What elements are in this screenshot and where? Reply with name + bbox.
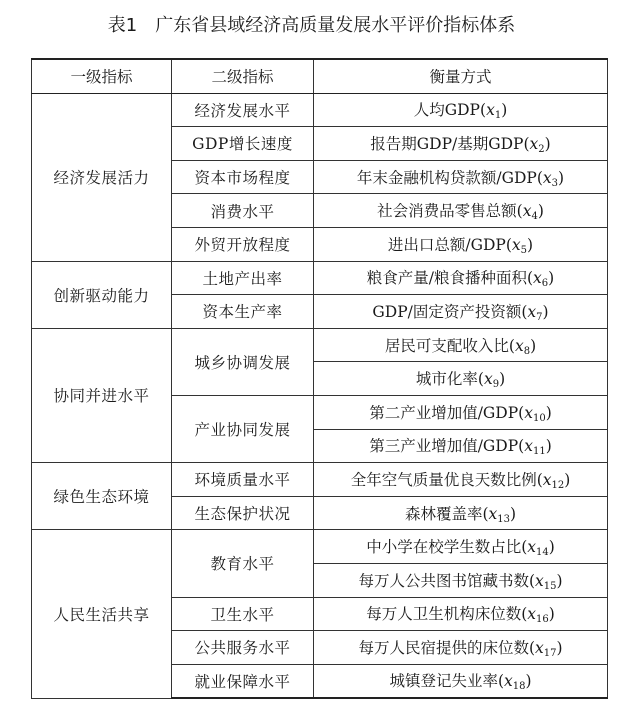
- level1-cell: 绿色生态环境: [32, 463, 172, 530]
- measure-cell: 居民可支配收入比$(x_8)$: [314, 328, 608, 362]
- table-row: [32, 261, 608, 295]
- variable-index: 15: [543, 580, 557, 592]
- variable-symbol: $x_{12}$: [542, 470, 565, 491]
- variable-index: 3: [551, 177, 559, 189]
- variable-index: 11: [532, 446, 546, 458]
- measure-text: 社会消费品零售总额: [377, 202, 517, 221]
- measure-cell: 每万人民宿提供的床位数$(x_{17})$: [314, 631, 608, 665]
- measure-cell: 人均$GDP(x_1)$: [314, 93, 608, 127]
- measure-cell: 进出口总额$/GDP(x_5)$: [314, 227, 608, 261]
- measure-text: 粮食产量/粮食播种面积: [366, 269, 527, 288]
- variable-index: 4: [531, 211, 538, 223]
- measure-text: 每万人公共图书馆藏书数: [358, 571, 529, 590]
- variable-index: 7: [536, 311, 543, 323]
- measure-text: 报告期GDP/基期GDP: [370, 134, 524, 153]
- variable-symbol: $x_{14}$: [527, 538, 549, 559]
- level2-cell: 卫生水平: [172, 597, 314, 631]
- variable-index: 5: [520, 244, 528, 256]
- header-row: [32, 59, 608, 93]
- measure-cell: 粮食产量/粮食播种面积$(x_6)$: [314, 261, 608, 295]
- variable-index: 10: [532, 412, 546, 424]
- measure-text: 第三产业增加值/GDP: [369, 437, 519, 456]
- variable-symbol: $x_8$: [514, 336, 531, 357]
- variable-symbol: $x_3$: [542, 168, 559, 189]
- level2-cell: GDP增长速度: [172, 127, 314, 161]
- variable-index: 18: [512, 681, 526, 693]
- measure-text: 居民可支配收入比: [384, 336, 509, 355]
- variable-symbol: $x_{11}$: [524, 437, 546, 458]
- measure-text: 年末金融机构贷款额/GDP: [356, 168, 537, 187]
- table-title: 广东省县域经济高质量发展水平评价指标体系: [155, 15, 516, 36]
- measure-cell: 中小学在校学生数占比$(x_{14})$: [314, 530, 608, 564]
- level1-cell: 人民生活共享: [32, 530, 172, 698]
- variable-index: 6: [541, 278, 549, 290]
- table-number: 表1: [107, 15, 138, 36]
- level2-cell: 产业协同发展: [172, 395, 314, 462]
- level2-cell: 城乡协调发展: [172, 328, 314, 395]
- variable-symbol: $x_{17}$: [535, 638, 557, 659]
- variable-index: 12: [551, 479, 565, 491]
- measure-text: 中小学在校学生数占比: [366, 538, 522, 557]
- variable-symbol: $x_{18}$: [504, 672, 526, 693]
- level2-cell: 就业保障水平: [172, 664, 314, 698]
- level2-cell: 资本生产率: [172, 295, 314, 329]
- measure-text: 城市化率: [415, 370, 478, 389]
- level2-cell: 消费水平: [172, 194, 314, 228]
- table-row: [32, 530, 608, 564]
- variable-symbol: $x_{16}$: [527, 605, 549, 626]
- variable-symbol: $x_1$: [486, 101, 502, 122]
- measure-cell: 报告期GDP/基期$GDP(x_2)$: [314, 127, 608, 161]
- header-level1: 一级指标: [32, 59, 172, 93]
- variable-symbol: $x_{13}$: [488, 504, 510, 525]
- level1-cell: 协同并进水平: [32, 328, 172, 462]
- variable-index: 1: [494, 110, 502, 122]
- variable-symbol: $x_7$: [527, 302, 543, 323]
- measure-text: 每万人民宿提供的床位数: [358, 638, 529, 657]
- measure-cell: 全年空气质量优良天数比例$(x_{12})$: [314, 463, 608, 497]
- variable-index: 8: [523, 345, 531, 357]
- level2-cell: 教育水平: [172, 530, 314, 597]
- variable-index: 13: [497, 513, 510, 525]
- variable-symbol: $x_4$: [522, 202, 538, 223]
- measure-text: 进出口总额/GDP: [387, 235, 506, 254]
- measure-cell: 第三产业增加值$/GDP(x_{11})$: [314, 429, 608, 463]
- level2-cell: 土地产出率: [172, 261, 314, 295]
- level2-cell: 外贸开放程度: [172, 227, 314, 261]
- variable-index: 17: [543, 647, 557, 659]
- measure-cell: 城镇登记失业率$(x_{18})$: [314, 664, 608, 698]
- variable-symbol: $x_9$: [483, 370, 500, 391]
- level2-cell: 环境质量水平: [172, 463, 314, 497]
- measure-text: 第二产业增加值/GDP: [369, 403, 519, 422]
- table-caption: [0, 11, 623, 37]
- variable-symbol: $x_{10}$: [524, 403, 546, 424]
- measure-text: 森林覆盖率: [404, 504, 483, 523]
- measure-cell: 年末金融机构贷款额$/GDP(x_3)$: [314, 160, 608, 194]
- indicator-table: [31, 58, 608, 699]
- measure-text: 人均GDP: [413, 101, 480, 120]
- level2-cell: 资本市场程度: [172, 160, 314, 194]
- table-row: [32, 463, 608, 497]
- measure-cell: GDP/固定资产投资额$(x_7)$: [314, 295, 608, 329]
- table-row: [32, 328, 608, 362]
- variable-index: 16: [536, 614, 549, 626]
- variable-index: 9: [492, 379, 500, 391]
- measure-cell: 第二产业增加值$/GDP(x_{10})$: [314, 395, 608, 429]
- table-body: [32, 93, 608, 698]
- measure-text: 全年空气质量优良天数比例: [350, 470, 537, 489]
- level1-cell: 经济发展活力: [32, 93, 172, 261]
- level2-cell: 经济发展水平: [172, 93, 314, 127]
- measure-text: 每万人卫生机构床位数: [366, 605, 522, 624]
- header-level2: 二级指标: [172, 59, 314, 93]
- measure-cell: 森林覆盖率$(x_{13})$: [314, 496, 608, 530]
- level1-cell: 创新驱动能力: [32, 261, 172, 328]
- measure-cell: 每万人公共图书馆藏书数$(x_{15})$: [314, 563, 608, 597]
- variable-symbol: $x_{15}$: [535, 571, 557, 592]
- table-row: [32, 93, 608, 127]
- level2-cell: 公共服务水平: [172, 631, 314, 665]
- variable-index: 2: [538, 143, 545, 155]
- measure-text: GDP/固定资产投资额: [372, 302, 522, 321]
- measure-cell: 每万人卫生机构床位数$(x_{16})$: [314, 597, 608, 631]
- measure-cell: 城市化率$(x_9)$: [314, 362, 608, 396]
- header-measure: 衡量方式: [314, 59, 608, 93]
- variable-symbol: $x_5$: [511, 235, 528, 256]
- variable-symbol: $x_6$: [533, 269, 549, 290]
- variable-symbol: $x_2$: [529, 134, 545, 155]
- variable-index: 14: [536, 547, 549, 559]
- level2-cell: 生态保护状况: [172, 496, 314, 530]
- measure-text: 城镇登记失业率: [389, 672, 498, 691]
- measure-cell: 社会消费品零售总额$(x_4)$: [314, 194, 608, 228]
